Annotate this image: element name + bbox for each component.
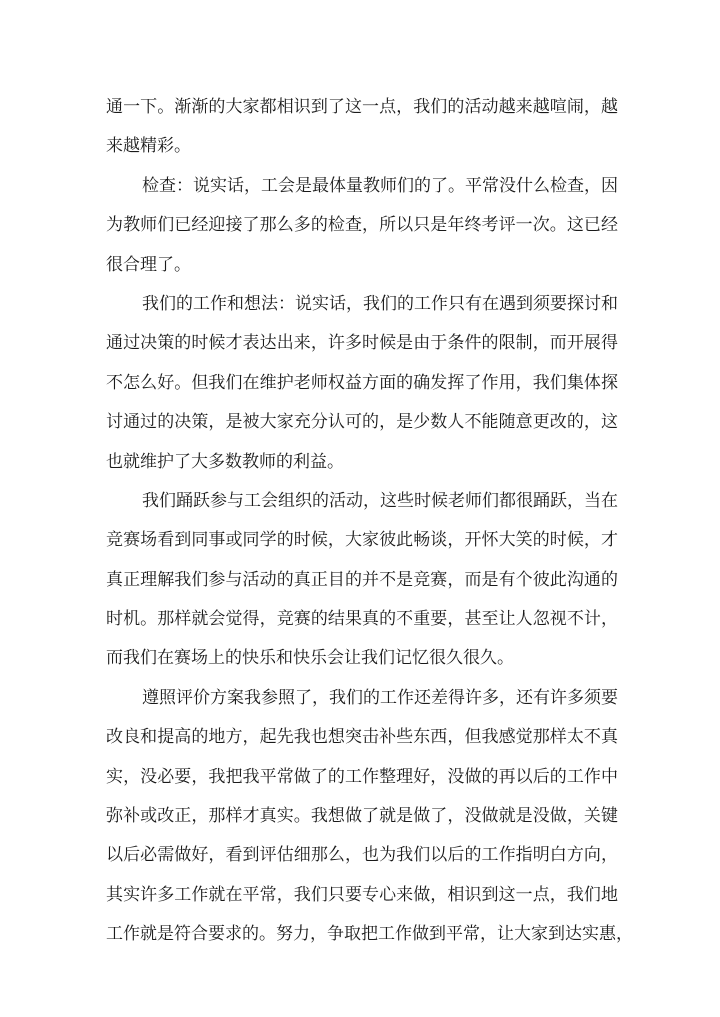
paragraph-start-line: 检查：说实话，工会是最体量教师们的了。平常没什么检查，因 xyxy=(142,175,618,196)
text-line: 讨通过的决策，是被大家充分认可的，是少数人不能随意更改的，这 xyxy=(106,412,618,433)
text-line: 不怎么好。但我们在维护老师权益方面的确发挥了作用，我们集体探 xyxy=(106,372,618,393)
text-line: 来越精彩。 xyxy=(106,136,191,157)
text-line: 工作就是符合要求的。努力，争取把工作做到平常，让大家到达实惠， xyxy=(106,924,633,945)
text-line: 以后必需做好，看到评估细那么，也为我们以后的工作指明白方向， xyxy=(106,845,618,866)
text-line: 为教师们已经迎接了那么多的检查，所以只是年终考评一次。这已经 xyxy=(106,215,618,236)
paragraph-start-line: 遵照评价方案我参照了，我们的工作还差得许多，还有许多须要 xyxy=(142,687,618,708)
paragraph-start-line: 我们的工作和想法：说实话，我们的工作只有在遇到须要探讨和 xyxy=(142,293,618,314)
text-line: 实，没必要，我把我平常做了的工作整理好，没做的再以后的工作中 xyxy=(106,766,618,787)
text-line: 竞赛场看到同事或同学的时候，大家彼此畅谈，开怀大笑的时候，才 xyxy=(106,530,618,551)
paragraph-start-line: 我们踊跃参与工会组织的活动，这些时候老师们都很踊跃，当在 xyxy=(142,490,618,511)
text-line: 很合理了。 xyxy=(106,254,191,275)
document-body xyxy=(106,88,633,955)
text-line: 而我们在赛场上的快乐和快乐会让我们记忆很久很久。 xyxy=(106,648,514,669)
text-line: 也就维护了大多数教师的利益。 xyxy=(106,451,344,472)
text-line: 通一下。渐渐的大家都相识到了这一点，我们的活动越来越喧闹，越 xyxy=(106,97,618,117)
text-line: 真正理解我们参与活动的真正目的并不是竞赛，而是有个彼此沟通的 xyxy=(106,569,618,590)
text-line: 通过决策的时候才表达出来，许多时候是由于条件的限制，而开展得 xyxy=(106,333,618,354)
text-line: 其实许多工作就在平常，我们只要专心来做，相识到这一点，我们地 xyxy=(106,884,618,905)
text-line: 改良和提高的地方，起先我也想突击补些东西，但我感觉那样太不真 xyxy=(106,727,618,748)
text-line: 时机。那样就会觉得，竞赛的结果真的不重要，甚至让人忽视不计， xyxy=(106,609,618,630)
text-line: 弥补或改正，那样才真实。我想做了就是做了，没做就是没做，关键 xyxy=(106,806,618,827)
